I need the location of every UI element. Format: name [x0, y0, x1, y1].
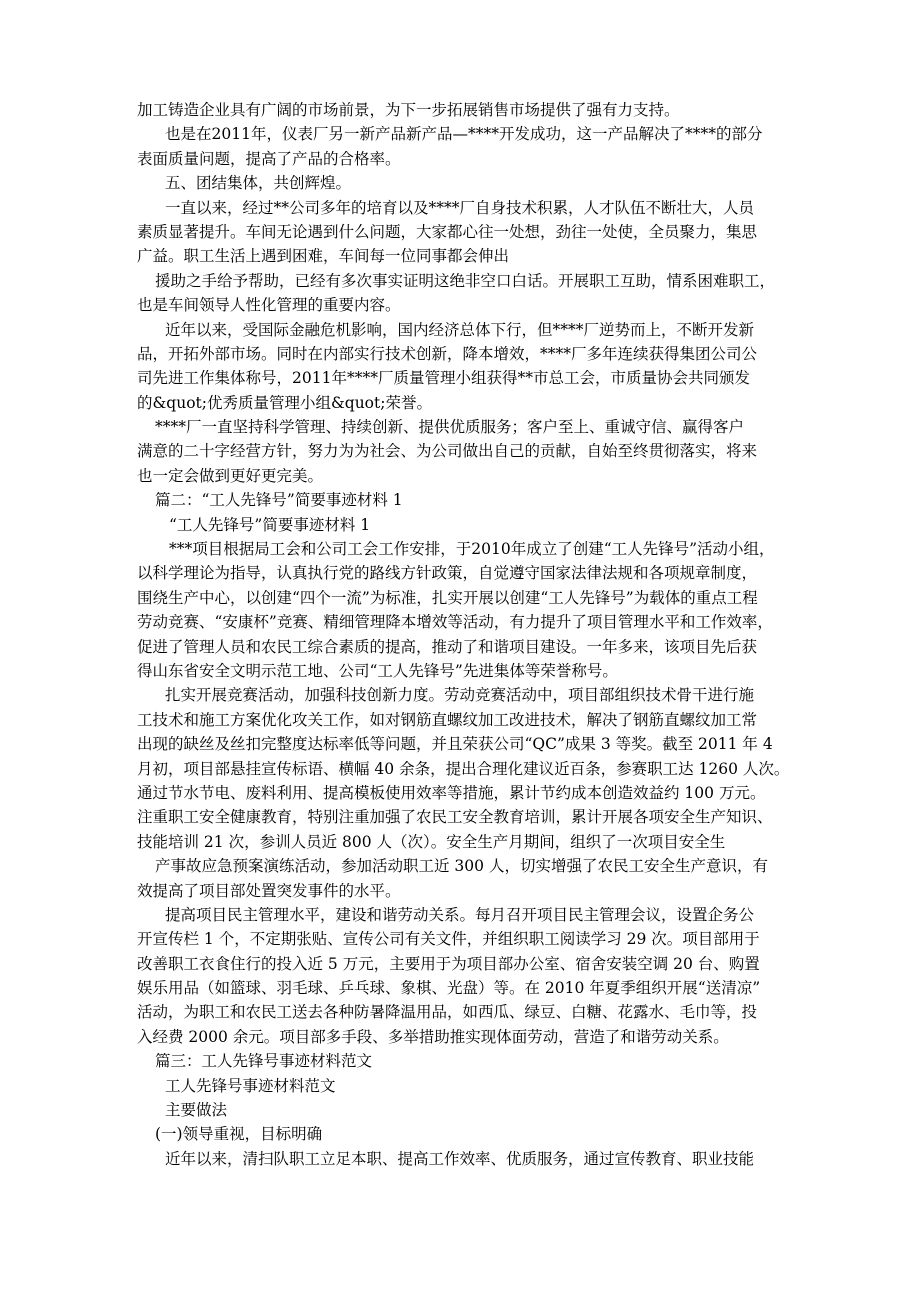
text-line: 近年以来，清扫队职工立足本职、提高工作效率、优质服务，通过宣传教育、职业技能 — [165, 1149, 755, 1168]
text-line: 也是在2011年，仪表厂另一新产品新产品—****开发成功，这一产品解决了****的部分 — [165, 125, 763, 144]
text-line: 工技术和施工方案优化攻关工作，如对钢筋直螺纹加工改进技术，解决了钢筋直螺纹加工常 — [137, 710, 758, 729]
text-line: 的&quot;优秀质量管理小组&quot;荣誉。 — [137, 393, 432, 412]
text-line: 篇三：工人先锋号事迹材料范文 — [155, 1052, 373, 1071]
text-line: 也一定会做到更好更完美。 — [137, 466, 324, 485]
text-line: 改善职工衣食住行的投入近 5 万元，主要用于为项目部办公室、宿舍安装空调 20 台、购置 — [137, 954, 760, 973]
text-line: ***项目根据局工会和公司工会工作安排，于2010年成立了创建“工人先锋号”活动小组， — [169, 540, 775, 559]
text-line: 以科学理论为指导，认真执行党的路线方针政策，自觉遵守国家法律法规和各项规章制度， — [137, 564, 758, 583]
text-line: 工人先锋号事迹材料范文 — [165, 1076, 336, 1095]
text-line: 司先进工作集体称号，2011年****厂质量管理小组获得**市总工会，市质量协会共同颁发 — [137, 369, 750, 388]
document-body — [137, 98, 790, 1171]
text-line: 提高项目民主管理水平，建设和谐劳动关系。每月召开项目民主管理会议，设置企务公 — [165, 905, 755, 924]
text-line: 加工铸造企业具有广阔的市场前景，为下一步拓展销售市场提供了强有力支持。 — [137, 101, 680, 119]
text-line: 劳动竞赛、“安康杯”竞赛、精细管理降本增效等活动，有力提升了项目管理水平和工作效率， — [137, 613, 773, 632]
text-line: 促进了管理人员和农民工综合素质的提高，推动了和谐项目建设。一年多来，该项目先后获 — [137, 637, 758, 656]
text-line: 娱乐用品（如篮球、羽毛球、乒乓球、象棋、光盘）等。在 2010 年夏季组织开展“送清凉” — [137, 979, 761, 998]
text-line: 开宣传栏 1 个，不定期张贴、宣传公司有关文件，并组织职工阅读学习 29 次。项目部用于 — [137, 930, 760, 949]
text-line: 通过节水节电、废料利用、提高模板使用效率等措施，累计节约成本创造效益约 100 万元。 — [137, 783, 766, 802]
text-line: 活动，为职工和农民工送去各种防暑降温用品，如西瓜、绿豆、白糖、花露水、毛巾等，投 — [137, 1003, 758, 1022]
text-line: “工人先锋号”简要事迹材料 1 — [169, 515, 371, 534]
text-line: 得山东省安全文明示范工地、公司“工人先锋号”先进集体等荣誉称号。 — [137, 661, 618, 680]
text-line: (一)领导重视，目标明确 — [155, 1125, 323, 1144]
text-line: 扎实开展竞赛活动，加强科技创新力度。劳动竞赛活动中，项目部组织技术骨干进行施 — [165, 686, 755, 705]
text-line: 篇二：“工人先锋号”简要事迹材料 1 — [155, 491, 403, 510]
text-line: 注重职工安全健康教育，特别注重加强了农民工安全教育培训，累计开展各项安全生产知识、 — [137, 808, 773, 827]
text-line: 满意的二十字经营方针，努力为为社会、为公司做出自己的贡献，自始至终贯彻落实，将来 — [137, 442, 758, 461]
text-line: 一直以来，经过**公司多年的培育以及****厂自身技术积累，人才队伍不断壮大，人员 — [165, 198, 755, 217]
text-line: 主要做法 — [165, 1101, 228, 1120]
text-line: 表面质量问题，提高了产品的合格率。 — [137, 149, 401, 168]
text-line: 素质显著提升。车间无论遇到什么问题，大家都心往一处想，劲往一处使，全员聚力，集思 — [137, 222, 758, 241]
text-line: 援助之手给予帮助，已经有多次事实证明这绝非空口白话。开展职工互助，情系困难职工， — [155, 271, 776, 290]
text-line: 月初，项目部悬挂宣传标语、横幅 40 余条，提出合理化建议近百条，参赛职工达 1260 人次。 — [137, 759, 790, 778]
text-line: 广益。职工生活上遇到困难，车间每一位同事都会伸出 — [137, 247, 510, 266]
text-line: 五、团结集体，共创辉煌。 — [165, 174, 352, 193]
text-line: 技能培训 21 次，参训人员近 800 人（次）。安全生产月期间，组织了一次项目安全生 — [137, 832, 726, 851]
text-line: 产事故应急预案演练活动，参加活动职工近 300 人，切实增强了农民工安全生产意识，有 — [155, 857, 768, 876]
text-line: ****厂一直坚持科学管理、持续创新、提供优质服务；客户至上、重诚守信、赢得客户 — [155, 418, 745, 437]
text-line: 效提高了项目部处置突发事件的水平。 — [137, 881, 401, 900]
text-line: 品，开拓外部市场。同时在内部实行技术创新，降本增效，****厂多年连续获得集团公司公 — [137, 344, 758, 363]
text-line: 也是车间领导人性化管理的重要内容。 — [137, 296, 401, 315]
text-line: 出现的缺丝及丝扣完整度达标率低等问题，并且荣获公司“QC”成果 3 等奖。截至 2011 年 4 — [137, 735, 773, 754]
text-line: 入经费 2000 余元。项目部多手段、多举措助推实现体面劳动，营造了和谐劳动关系。 — [137, 1027, 729, 1046]
text-line: 围绕生产中心，以创建“四个一流”为标准，扎实开展以创建“工人先锋号”为载体的重点工程 — [137, 588, 758, 607]
text-line: 近年以来，受国际金融危机影响，国内经济总体下行，但****厂逆势而上，不断开发新 — [165, 320, 755, 339]
